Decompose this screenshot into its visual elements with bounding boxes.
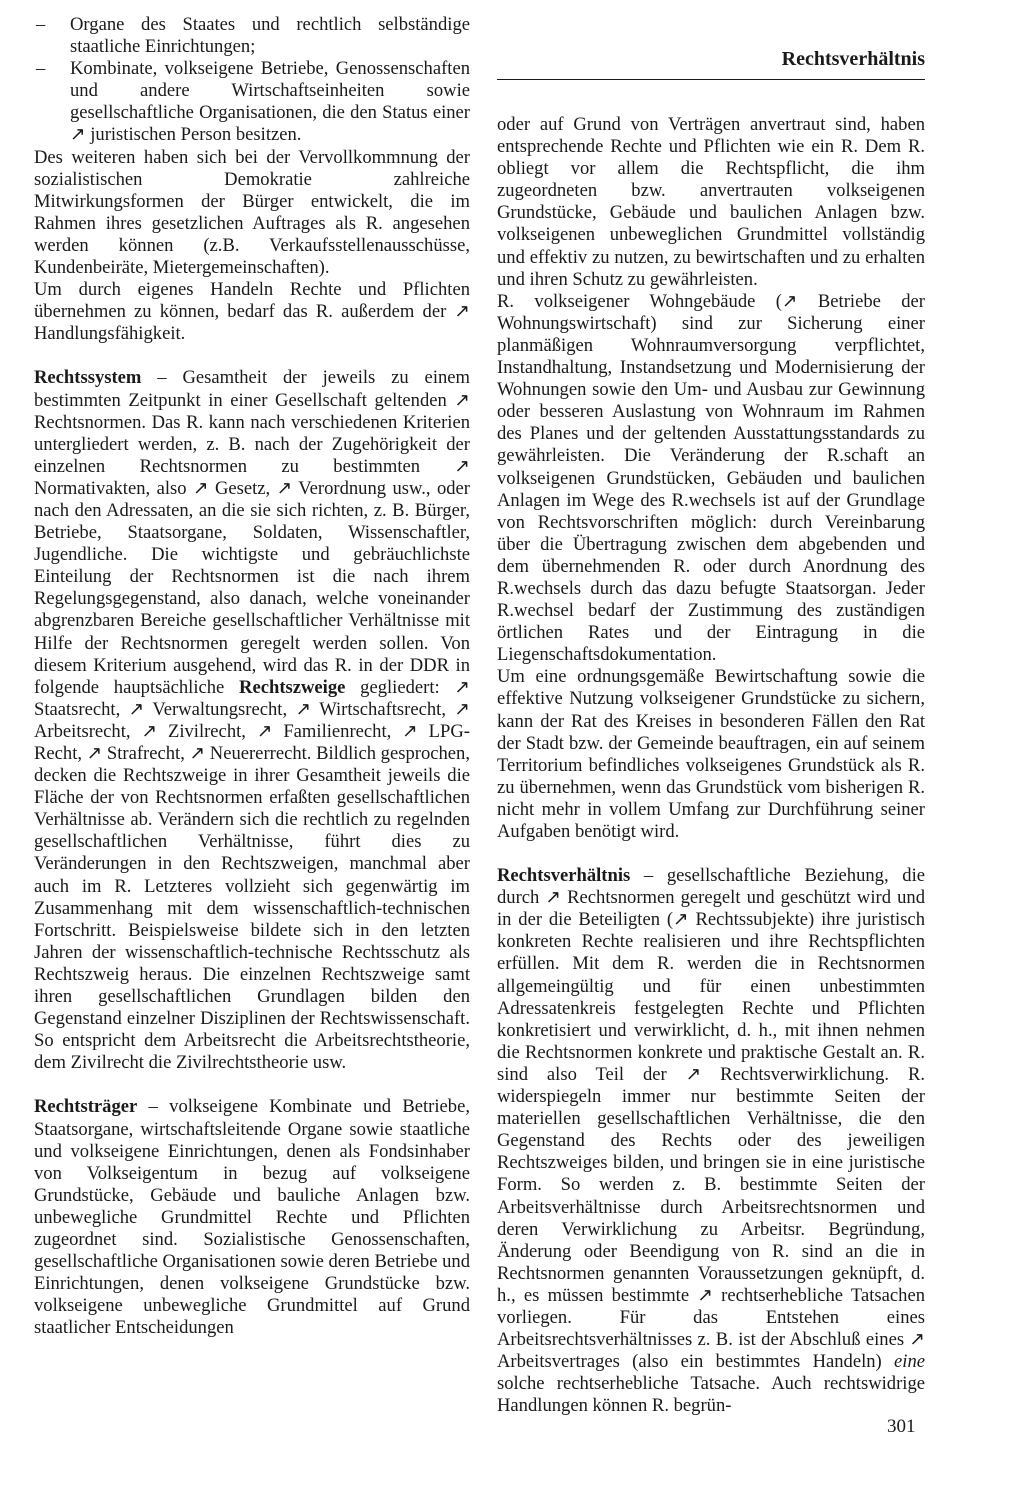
paragraph: oder auf Grund von Verträgen anvertraut sind, haben entsprechende Rechte und Pflichten wie ein R. Dem R. obliegt vor allem die Rechtspflicht, die ihm zugeordneten bzw. anvertrauten volkseigenen Grundstücke, Gebäude und baulichen Anlagen bzw. volkseigenen unbeweglichen Grundmittel vollständig und effektiv zu nutzen, zu bewirtschaften und zu erhalten und ihren Schutz zu gewährleisten.	[497, 114, 925, 290]
paragraph: Um durch eigenes Handeln Rechte und Pflichten übernehmen zu können, bedarf das R. außerdem der ↗ Handlungsfähigkeit.	[34, 279, 470, 345]
entry-text: – gesellschaftliche Beziehung, die durch ↗ Rechtsnormen geregelt und geschützt wird und in der die Beteiligten (↗ Rechtssubjekte) ihre juristisch konkreten Rechte realisieren und ihre Rechtspflichten erfüllen. Mit dem R. werden die in Rechtsnormen allgemeingültig und für einen unbestimmten Adressatenkreis festgelegten Rechte und Pflichten konkretisiert und verwirklicht, d. h., mit ihnen nehmen die Rechtsnormen konkrete und praktische Gestalt an. R. sind also Teil der ↗ Rechtsverwirklichung. R. widerspiegeln immer nur bestimmte Seiten der materiellen gesellschaftlichen Verhältnisse, die den Gegenstand des Rechts oder des jeweiligen Rechtszweiges bilden, und bringen sie in eine juristische Form. So werden z. B. bestimmte Seiten der Arbeitsverhältnisse durch Arbeitsrechtsnormen und deren Verwirklichung zu Arbeitsr. Begründung, Änderung oder Beendigung von R. sind an die in Rechtsnormen genannten Voraussetzungen geknüpft, d. h., es müssen bestimmte ↗ rechtserhebliche Tatsachen vorliegen. Für das Entstehen eines Arbeitsrechtsverhältnisses z. B. ist der Abschluß eines ↗ Arbeitsvertrages (also ein bestimmtes Handeln)	[497, 865, 925, 1373]
list-item-text: Organe des Staates und rechtlich selbständige staatliche Einrichtungen;	[70, 14, 470, 58]
paragraph-gap	[34, 1074, 470, 1096]
entry-subterm: Rechtszweige	[239, 676, 346, 698]
dash-bullet: –	[36, 14, 46, 35]
entry-text: – volkseigene Kombinate und Betriebe, Staatsorgane, wirtschaftsleitende Organe sowie staatliche und volkseigene Einrichtungen, denen als Fondsinhaber von Volkseigentum in bezug auf volkseigene Grundstücke, Gebäude und bauliche Anlagen bzw. unbewegliche Grundmittel Rechte und Pflichten zugeordnet sind. Sozialistische Genossenschaften, gesellschaftliche Organisationen sowie deren Betriebe und Einrichtungen, denen volkseigene Grundstücke bzw. volkseigene unbewegliche Grundmittel auf Grund staatlicher Entscheidungen	[34, 1096, 470, 1339]
entry-text: – Gesamtheit der jeweils zu einem bestimmten Zeitpunkt in einer Gesellschaft geltenden ↗ Rechtsnormen. Das R. kann nach verschiedenen Kriterien untergliedert werden, z. B. nach der Zugehörigkeit der einzelnen Rechtsnormen zu bestimmten ↗ Normativakten, also ↗ Gesetz, ↗ Verordnung usw., oder nach den Adressaten, an die sie sich richten, z. B. Bürger, Betriebe, Staatsorgane, Soldaten, Wissenschaftler, Jugendliche. Die wichtigste und gebräuchlichste Einteilung der Rechtsnormen ist die nach ihrem Regelungsgegenstand, also danach, welche voneinander abgrenzbaren Bereiche gesellschaftlicher Verhältnisse mit Hilfe der Rechtsnormen geregelt werden sollen. Von diesem Kriterium ausgehend, wird das R. in der DDR in folgende hauptsächliche	[34, 367, 470, 698]
dash-bullet: –	[36, 58, 46, 80]
list-item	[34, 14, 470, 58]
entry-emphasis: eine	[894, 1351, 925, 1373]
left-column	[34, 14, 470, 1339]
entry-text: gegliedert: ↗ Staatsrecht, ↗ Verwaltungsrecht, ↗ Wirtschaftsrecht, ↗ Arbeitsrecht, ↗ Zivilrecht, ↗ Familienrecht, ↗ LPG-Recht, ↗ Strafrecht, ↗ Neuererrecht. Bildlich gesprochen, decken die Rechtszweige in ihrer Gesamtheit jeweils die Fläche der von Rechtsnormen erfaßten gesellschaftlichen Verhältnisse ab. Verändern sich die rechtlich zu regelnden gesellschaftlichen Verhältnisse, führt dies zu Veränderungen in den Rechtszweigen, manchmal aber auch im R. Letzteres vollzieht sich gegenwärtig im Zusammenhang mit dem wissenschaftlich-technischen Fortschritt. Beispielsweise bildete sich in den letzten Jahren der wissenschaftlich-technische Rechtsschutz als Rechtszweig heraus. Die einzelnen Rechtszweige samt ihren gesellschaftlichen Grundlagen bilden den Gegenstand einzelner Disziplinen der Rechtswissenschaft. So entspricht dem Arbeitsrecht die Arbeitsrechtstheorie, dem Zivilrecht die Zivilrechtstheorie usw.	[34, 676, 470, 1074]
paragraph-gap	[34, 345, 470, 367]
paragraph: Des weiteren haben sich bei der Vervollkommnung der sozialistischen Demokratie zahlreiche Mitwirkungsformen der Bürger entwickelt, die im Rahmen ihres gesetzlichen Auftrages als R. angesehen werden können (z.B. Verkaufsstellenausschüsse, Kundenbeiräte, Mietergemeinschaften).	[34, 146, 470, 279]
running-header-title: Rechtsverhältnis	[781, 48, 925, 70]
entry-rechtssystem	[34, 367, 470, 1074]
list-item	[34, 58, 470, 146]
page-number: 301	[887, 1416, 916, 1437]
list-item-text: Kombinate, volkseigene Betriebe, Genossenschaften und andere Wirtschaftseinheiten sowie gesellschaftliche Organisationen, die den Status einer ↗ juristischen Person besitzen.	[70, 58, 470, 146]
right-column	[497, 114, 925, 1417]
paragraph: R. volkseigener Wohngebäude (↗ Betriebe der Wohnungswirtschaft) sind zur Sicherung einer planmäßigen Wohnraumversorgung verpflichtet, Instandhaltung, Instandsetzung und Modernisierung der Wohnungen sowie den Um- und Ausbau zur Gewinnung oder besseren Auslastung von Wohnraum im Rahmen des Planes und der geltenden Ausstattungsstandards zu gewährleisten. Die Veränderung der R.schaft an volkseigenen Grundstücken, Gebäuden und baulichen Anlagen im Wege des R.wechsels ist auf der Grundlage von Rechtsvorschriften möglich: durch Vereinbarung über die Übertragung zwischen dem abgebenden und dem übernehmenden R. oder durch Anordnung des R.wechsels durch das dazu befugte Staatsorgan. Jeder R.wechsel bedarf der Zustimmung des zuständigen örtlichen Rates und der Eintragung in die Liegenschaftsdokumentation.	[497, 290, 925, 666]
entry-term: Rechtsträger	[34, 1096, 138, 1118]
paragraph-gap	[497, 843, 925, 865]
paragraph: Um eine ordnungsgemäße Bewirtschaftung sowie die effektive Nutzung volkseigener Grundstücke zu sichern, kann der Rat des Kreises in besonderen Fällen den Rat der Stadt bzw. der Gemeinde beauftragen, ein auf seinem Territorium befindliches volkseigenes Grundstück als R. zu übernehmen, wenn das Grundstück vom bisherigen R. nicht mehr in vollem Umfang zur Durchführung seiner Aufgaben benötigt wird.	[497, 666, 925, 842]
entry-rechtstraeger	[34, 1096, 470, 1339]
entry-term: Rechtsverhältnis	[497, 865, 631, 887]
header-rule	[497, 79, 925, 80]
entry-term: Rechtssystem	[34, 367, 142, 389]
entry-text: solche rechtserhebliche Tatsache. Auch rechtswidrige Handlungen können R. begrün-	[497, 1373, 925, 1417]
entry-rechtsverhaeltnis	[497, 865, 925, 1417]
